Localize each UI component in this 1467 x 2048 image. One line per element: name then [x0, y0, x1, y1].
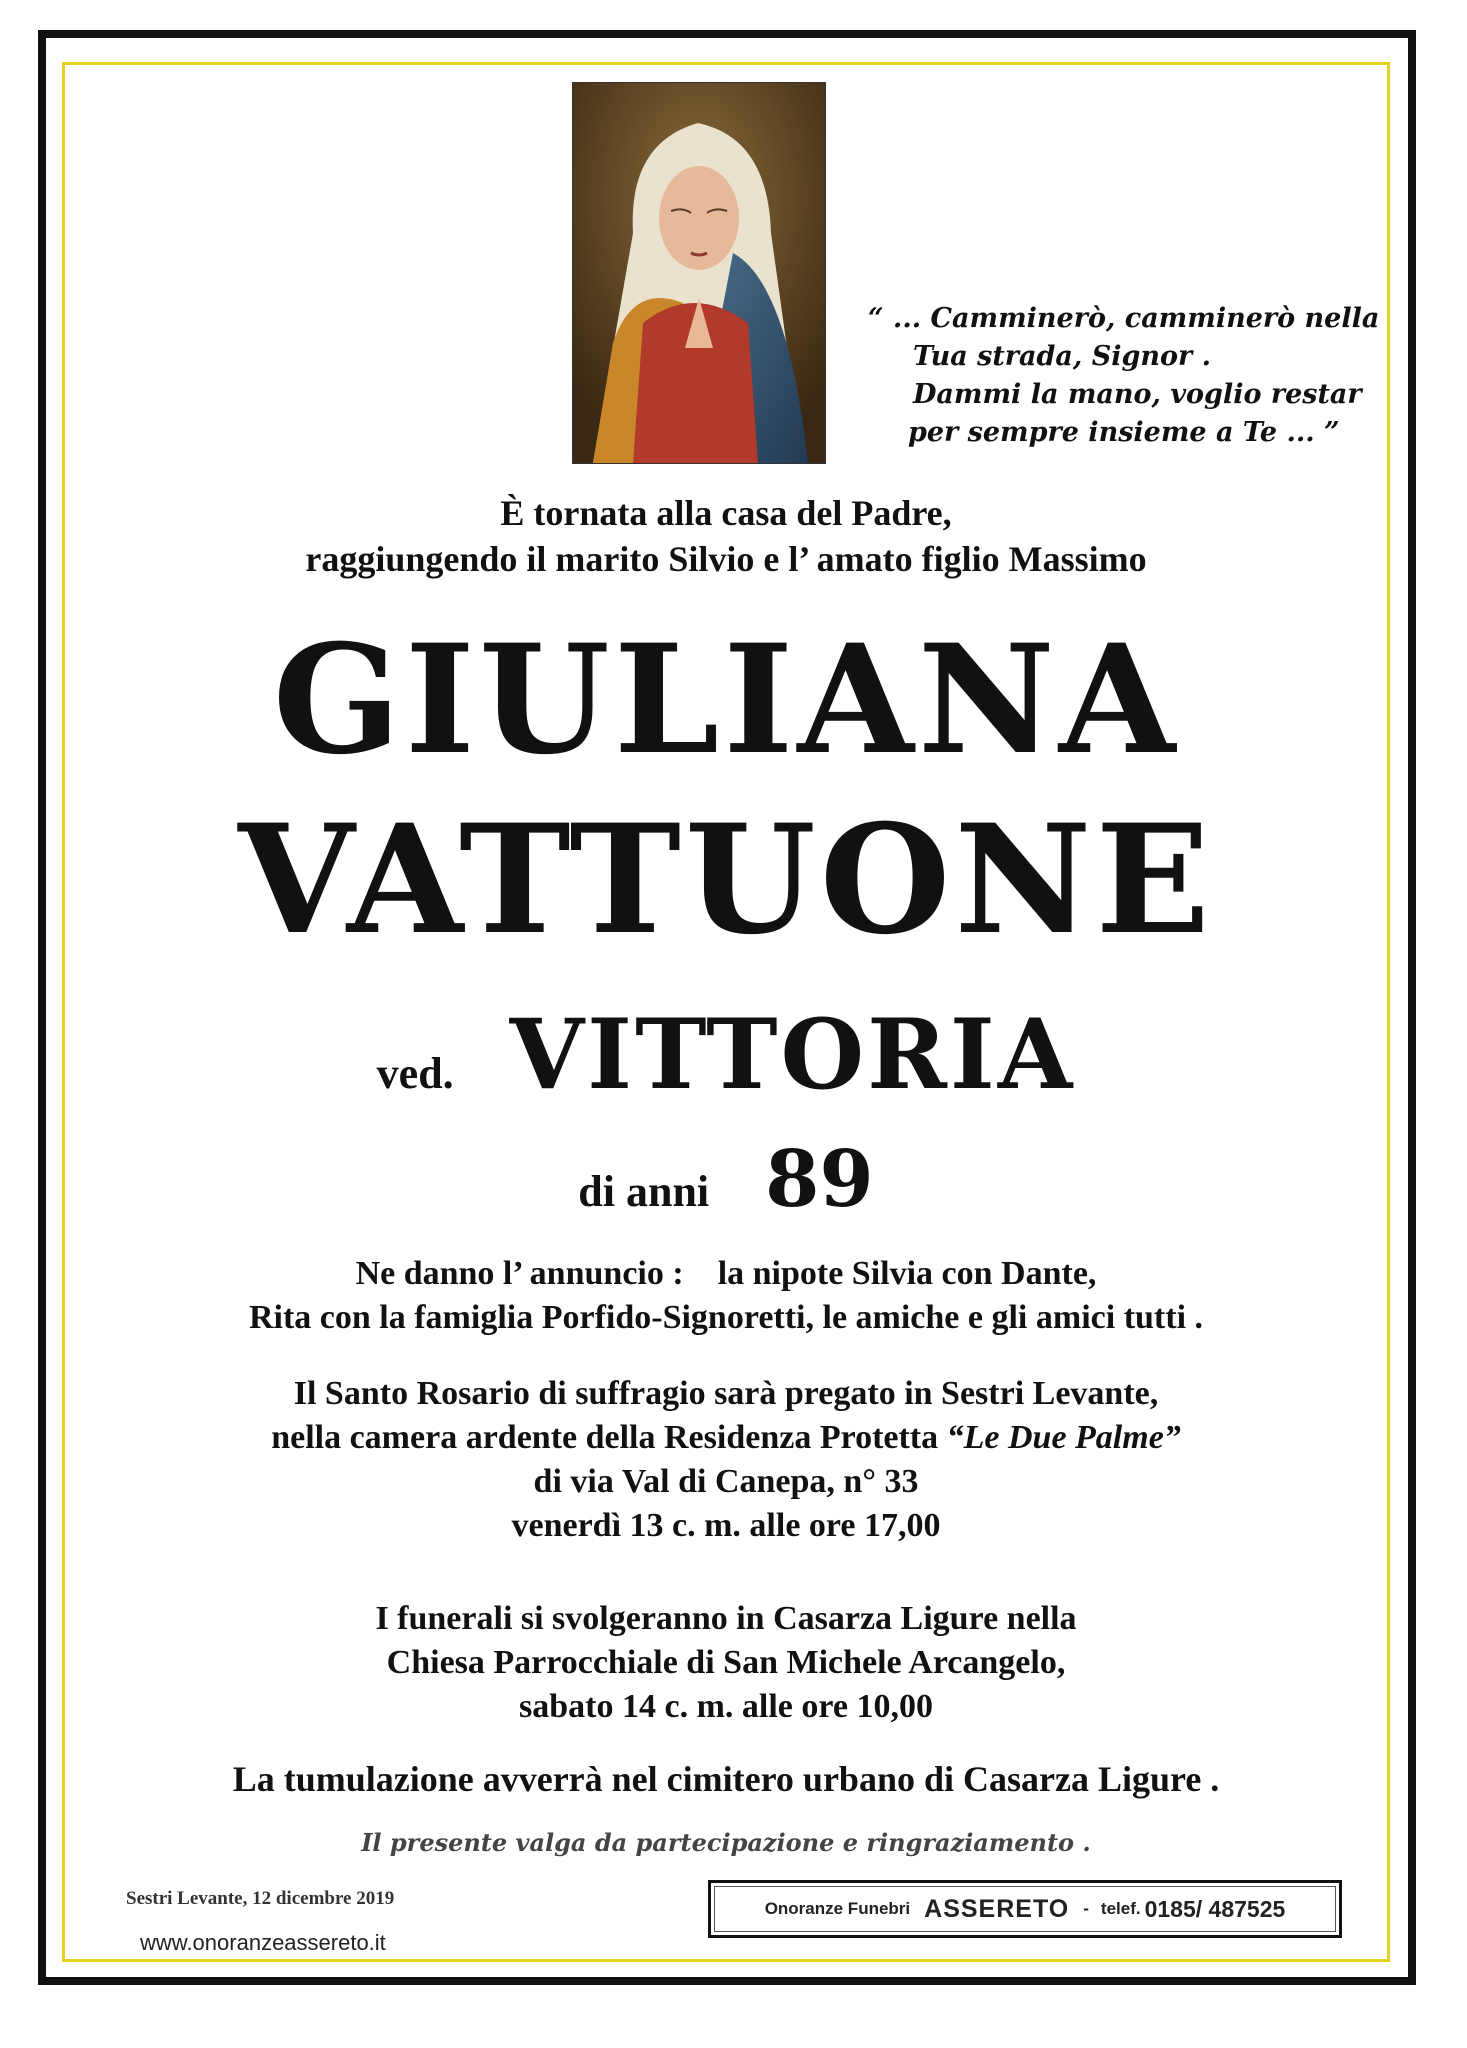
funeral-line-1: I funerali si svolgeranno in Casarza Ligure nella [375, 1600, 1077, 1637]
quote-line: per sempre insieme a Te ... ” [908, 417, 1340, 448]
age-row [62, 1130, 1390, 1252]
burial-info: La tumulazione avverrà nel cimitero urbano di Casarza Ligure . [232, 1759, 1220, 1799]
thanks-note: Il presente valga da partecipazione e ringraziamento . [361, 1828, 1091, 1857]
quote-line: Dammi la mano, voglio restar [913, 379, 1362, 410]
rosary-line-1: Il Santo Rosario di suffragio sarà pregato in Sestri Levante, [293, 1375, 1159, 1412]
announcement [62, 1252, 1390, 1340]
age-label: di anni [578, 1167, 710, 1216]
intro-line-2: raggiungendo il marito Silvio e l’ amato figlio Massimo [305, 539, 1147, 579]
announcement-line-1 [62, 1252, 1390, 1296]
website-link[interactable]: www.onoranzeassereto.it [140, 1930, 386, 1955]
funeral-line-2: Chiesa Parrocchiale di San Michele Arcangelo, [386, 1644, 1066, 1681]
announcement-prefix: Ne danno l’ annuncio : [355, 1255, 684, 1292]
funeral-home-dash: - [1083, 1899, 1089, 1918]
intro-line-1: È tornata alla casa del Padre, [500, 493, 952, 533]
phone-number: 0185/ 487525 [1144, 1895, 1286, 1922]
rosary-line-4: venerdì 13 c. m. alle ore 17,00 [511, 1507, 941, 1544]
funeral-home-inner-border [714, 1886, 1336, 1932]
intro-text [62, 490, 1390, 582]
funeral-home-name: ASSERETO [924, 1894, 1070, 1923]
age-value: 89 [765, 1134, 874, 1225]
deceased-last-name: VATTUONE [238, 792, 1214, 968]
rosary-line-2 [62, 1416, 1390, 1460]
phone-label: telef. [1100, 1899, 1141, 1918]
notice-date: Sestri Levante, 12 dicembre 2019 [126, 1888, 395, 1909]
funeral-info [62, 1597, 1390, 1729]
hymn-quote [868, 300, 1380, 452]
quote-line: “ ... Camminerò, camminerò nella [868, 303, 1380, 334]
quote-line: Tua strada, Signor . [913, 341, 1212, 372]
rosary-line-3: di via Val di Canepa, n° 33 [533, 1463, 919, 1500]
deceased-first-name: GIULIANA [272, 612, 1180, 788]
widow-prefix: ved. [376, 1049, 454, 1098]
announcement-relatives: la nipote Silvia con Dante, [717, 1255, 1097, 1292]
rosary-info [62, 1372, 1390, 1548]
married-name: VITTORIA [509, 998, 1076, 1111]
residence-name: “Le Due Palme” [946, 1419, 1181, 1456]
funeral-line-3: sabato 14 c. m. alle ore 10,00 [519, 1688, 933, 1725]
funeral-home-label: Onoranze Funebri [764, 1899, 911, 1918]
announcement-line-2: Rita con la famiglia Porfido-Signoretti, le amiche e gli amici tutti . [248, 1299, 1204, 1336]
madonna-portrait-icon [572, 82, 826, 464]
funeral-home-box [708, 1880, 1342, 1938]
married-name-row [62, 1000, 1390, 1129]
rosary-line-2-text: nella camera ardente della Residenza Protetta [271, 1419, 939, 1456]
